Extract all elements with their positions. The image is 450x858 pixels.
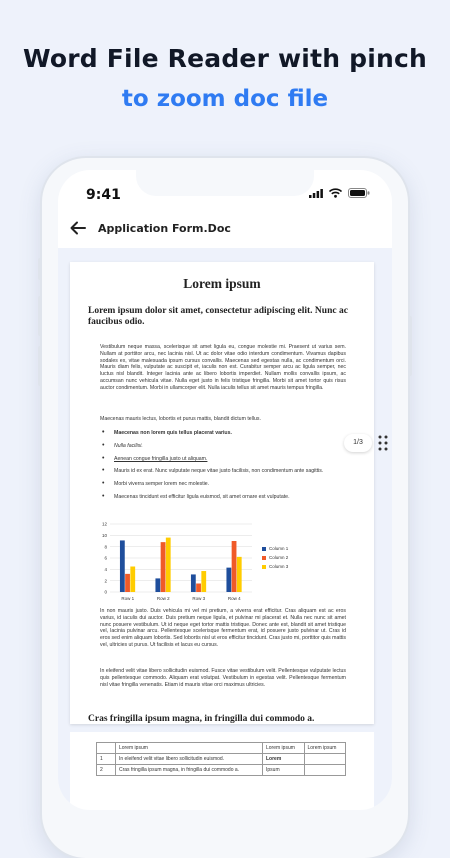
chart-bar (130, 567, 135, 593)
doc-paragraph-3: In non mauris justo. Duis vehicula mi vel mi pretium, a viverra erat efficitur. Cras aliquam est ac eros varius, id iaculis dui auctor. Duis pretium neque ligula, et pulvinar mi placerat et. Nulla nec nunc sit amet nunc posuere vestibulum. Ut id neque eget tortor mattis tristique. Donec ante est, blandit sit amet tristique vel, lacinia pulvinar arcu. Pellentesque scelerisque fermentum erat, id posuere justo pulvinar ut. Cras id eros sed enim aliquam lobortis. Sed lobortis nisl ut eros efficitur tincidunt. Cras justo mi, porttitor quis mattis vel, ultricies ut purus. Ut facilisis et lacus eu cursus. (100, 608, 346, 648)
app-bar (58, 214, 392, 244)
table-cell: In eleifend velit vitae libero sollicitudin euismod. (116, 754, 263, 765)
chart-bar (196, 584, 201, 593)
legend-entry (262, 555, 288, 560)
doc-heading-2: Cras fringilla ipsum magna, in fringilla dui commodo a. (88, 714, 315, 724)
doc-paragraph-4: In eleifend velit vitae libero sollicitudin euismod. Fusce vitae vestibulum velit. Pellentesque vulputate lectus quis pellentesque commodo. Aliquam erat volutpat. Vestibulum in egestas velit. Pellentesque fermentum nisl vitae fringilla venenatis. Etiam id mauris vitae orci maximus ultricies. (100, 668, 346, 688)
legend-swatch (262, 556, 266, 560)
doc-table (96, 742, 346, 776)
power-button (408, 316, 412, 376)
chart-bar (161, 542, 166, 592)
x-tick-label: Row 4 (227, 596, 241, 601)
legend-entry (262, 546, 288, 551)
phone-screen (58, 170, 392, 810)
legend-label: Column 2 (269, 555, 289, 560)
y-tick-label: 8 (104, 544, 107, 550)
volume-down-button (38, 346, 42, 386)
legend-label: Column 3 (269, 564, 289, 569)
table-cell: Cras fringilla ipsum magna, in fringilla dui commodo a. (116, 765, 263, 776)
notch (136, 170, 314, 196)
list-item: • Mauris id ex erat. Nunc vulputate neque vitae justo facilisis, non condimentum ante sagittis. (100, 468, 346, 475)
chart-bar (191, 574, 196, 592)
legend-swatch (262, 547, 266, 551)
status-icons (309, 188, 370, 198)
table-cell: Lorem ipsum (263, 743, 305, 754)
doc-paragraph-2: Maecenas mauris lectus, lobortis et purus mattis, blandit dictum tellus. (100, 416, 261, 422)
chart-bar (226, 568, 231, 592)
bar-chart (96, 520, 256, 604)
table-cell: Ipsum (263, 765, 305, 776)
table-cell: Lorem ipsum (304, 743, 346, 754)
signal-icon (309, 189, 323, 198)
volume-up-button (38, 296, 42, 336)
status-bar (58, 170, 392, 216)
doc-paragraph-1: Vestibulum neque massa, scelerisque sit amet ligula eu, congue molestie mi. Praesent ut varius sem. Nullam at porttitor arcu, nec lacinia nisl. Ut ac dolor vitae odio interdum condimentum. Vivamus dapibus sodales ex, vitae malesuada ipsum cursus convallis. Maecenas sed egestas nulla, ac condimentum orci. Mauris diam felis, vulputate ac suscipit et, iaculis non est. Curabitur semper arcu ac ligula semper, nec luctus nisl blandit. Integer lacinia ante ac libero lobortis imperdiet. Nullam mollis convallis ipsum, ac accumsan nunc vehicula vitae. Nulla eget justo in felis tristique fringilla. Morbi sit amet tortor quis risus auctor condimentum. Morbi in ullamcorper elit. Nulla iaculis tellus sit amet mauris tempus fringilla. (100, 344, 346, 391)
doc-main-title: Lorem ipsum (183, 276, 261, 291)
doc-bullet-list (100, 430, 346, 507)
legend-label: Column 1 (269, 546, 289, 551)
chart-bar (166, 538, 171, 592)
list-item: • Maecenas non lorem quis tellus placerat varius. (100, 430, 346, 437)
y-tick-label: 0 (104, 589, 107, 595)
doc-heading-1: Lorem ipsum dolor sit amet, consectetur adipiscing elit. Nunc ac faucibus odio. (88, 306, 348, 327)
x-tick-label: Row 2 (156, 596, 170, 601)
y-tick-label: 2 (104, 578, 107, 584)
chart-legend (262, 546, 288, 573)
chart-bar (155, 578, 160, 592)
promo-subline: to zoom doc file (121, 86, 329, 112)
table-cell (97, 743, 116, 754)
x-tick-label: Row 3 (192, 596, 206, 601)
table-cell (304, 765, 346, 776)
list-item: • Maecenas tincidunt est efficitur ligula euismod, sit amet ornare est vulputate. (100, 494, 346, 501)
legend-swatch (262, 565, 266, 569)
y-tick-label: 4 (104, 566, 107, 572)
chart-bar (120, 540, 125, 592)
drag-handle-icon[interactable] (374, 428, 392, 458)
list-item: • Morbi viverra semper lorem nec molestie. (100, 481, 346, 488)
legend-entry (262, 564, 288, 569)
table-cell: Lorem (263, 754, 305, 765)
chart-bar (232, 541, 237, 592)
chart-bar (201, 571, 206, 592)
table-cell (304, 754, 346, 765)
document-title: Application Form.Doc (98, 222, 231, 235)
y-tick-label: 6 (104, 555, 107, 561)
mute-button (38, 258, 42, 280)
back-arrow-icon[interactable] (68, 218, 88, 238)
chart-bar (237, 557, 242, 592)
page-indicator: 1/3 (344, 434, 372, 452)
table-cell: 2 (97, 765, 116, 776)
wifi-icon (329, 188, 342, 198)
status-time: 9:41 (86, 187, 121, 203)
x-tick-label: Row 1 (121, 596, 135, 601)
document-page (70, 262, 374, 724)
list-item: • Nulla facilisi. (100, 443, 346, 450)
y-tick-label: 12 (101, 521, 107, 527)
document-page-2 (70, 732, 374, 810)
battery-icon (348, 188, 370, 198)
list-item: • Aenean congue fringilla justo ut aliquam. (100, 456, 346, 463)
document-viewer[interactable] (58, 248, 392, 810)
chart-bar (125, 574, 130, 592)
table-cell: Lorem ipsum (116, 743, 263, 754)
table-row (97, 743, 346, 754)
table-row (97, 765, 346, 776)
promo-headline: Word File Reader with pinch (22, 44, 428, 73)
y-tick-label: 10 (101, 532, 107, 538)
table-row (97, 754, 346, 765)
table-cell: 1 (97, 754, 116, 765)
